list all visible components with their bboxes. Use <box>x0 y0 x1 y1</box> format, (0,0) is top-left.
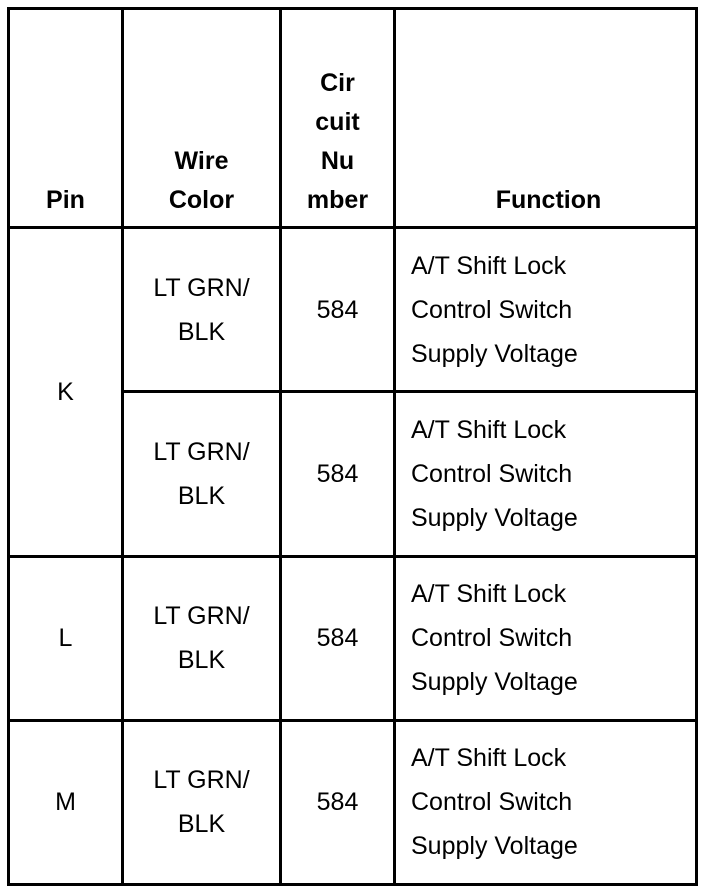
wire-color-cell: LT GRN/ BLK <box>123 228 281 392</box>
table-row <box>9 228 697 392</box>
wire-color-cell: LT GRN/ BLK <box>123 392 281 556</box>
wire-color-cell: LT GRN/ BLK <box>123 720 281 884</box>
table-row <box>9 556 697 720</box>
pin-table <box>7 7 698 886</box>
circuit-number-cell: 584 <box>281 720 395 884</box>
pin-cell: K <box>9 228 123 557</box>
circuit-number-cell: 584 <box>281 392 395 556</box>
header-pin: Pin <box>9 9 123 228</box>
header-wire-color: Wire Color <box>123 9 281 228</box>
table-row <box>9 720 697 884</box>
circuit-number-cell: 584 <box>281 228 395 392</box>
function-cell: A/T Shift Lock Control Switch Supply Voltage <box>395 556 697 720</box>
circuit-number-cell: 584 <box>281 556 395 720</box>
pin-cell: L <box>9 556 123 720</box>
header-function: Function <box>395 9 697 228</box>
wire-color-cell: LT GRN/ BLK <box>123 556 281 720</box>
function-cell: A/T Shift Lock Control Switch Supply Voltage <box>395 720 697 884</box>
header-row <box>9 9 697 228</box>
function-cell: A/T Shift Lock Control Switch Supply Voltage <box>395 228 697 392</box>
function-cell: A/T Shift Lock Control Switch Supply Voltage <box>395 392 697 556</box>
pin-cell: M <box>9 720 123 884</box>
header-circuit-number: Cir cuit Nu mber <box>281 9 395 228</box>
